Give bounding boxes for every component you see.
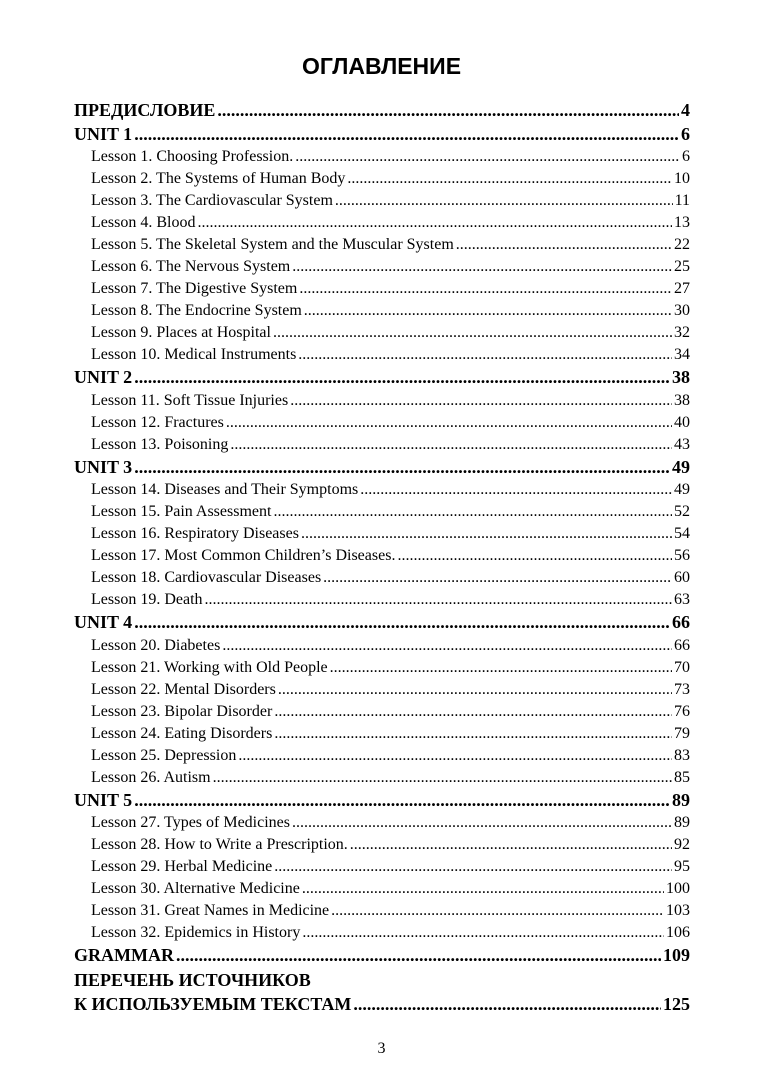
toc-page-number: 11 [674, 192, 690, 209]
toc-dot-leader [238, 745, 672, 767]
toc-dot-leader [134, 366, 670, 390]
toc-dot-leader [134, 789, 670, 813]
toc-page-number: 103 [666, 902, 690, 919]
toc-lesson-entry[interactable] [74, 812, 690, 834]
toc-page-number: 6 [682, 148, 690, 165]
toc-lesson-entry[interactable] [74, 322, 690, 344]
toc-page-number: 100 [666, 880, 690, 897]
toc-entry-label: UNIT 5 [74, 789, 133, 810]
toc-page-number: 43 [674, 435, 690, 453]
toc-dot-leader [134, 123, 679, 147]
toc-page-number: 85 [674, 768, 690, 786]
toc-entry-label: Lesson 3. The Cardiovascular System [91, 192, 333, 209]
toc-section-entry[interactable] [74, 968, 690, 992]
toc-lesson-entry[interactable] [74, 834, 690, 856]
toc-page-number: 40 [674, 413, 690, 431]
toc-entry-label: Lesson 28. How to Write a Prescription. [91, 836, 348, 853]
toc-lesson-entry[interactable] [74, 434, 690, 456]
toc-page-number: 95 [674, 858, 690, 875]
toc-section-entry[interactable] [74, 611, 690, 635]
toc-entry-label: Lesson 23. Bipolar Disorder [91, 702, 273, 720]
toc-page-number: 79 [674, 724, 690, 742]
toc-entry-label: Lesson 30. Alternative Medicine [91, 880, 300, 897]
toc-section-entry[interactable] [74, 992, 690, 1017]
toc-entry-label: Lesson 29. Herbal Medicine [91, 858, 273, 875]
toc-page-number: 38 [674, 391, 690, 409]
toc-lesson-entry[interactable] [74, 567, 690, 589]
toc-dot-leader [299, 278, 672, 300]
toc-page-number: 56 [674, 547, 690, 564]
toc-lesson-entry[interactable] [74, 635, 690, 657]
toc-entry-label: Lesson 11. Soft Tissue Injuries [91, 391, 289, 409]
toc-dot-leader [213, 767, 672, 789]
toc-section-entry[interactable] [74, 366, 690, 390]
toc-dot-leader [301, 523, 672, 545]
toc-entry-label: Lesson 31. Great Names in Medicine [91, 902, 330, 919]
toc-page-number: 73 [674, 680, 690, 698]
toc-dot-leader [222, 635, 672, 657]
toc-page-number: 4 [681, 100, 690, 120]
toc-entry-label: Lesson 14. Diseases and Their Symptoms [91, 481, 359, 498]
toc-dot-leader [304, 300, 672, 322]
toc-entry-label: Lesson 17. Most Common Children’s Diseases. [91, 547, 396, 564]
toc-entry-label: Lesson 32. Epidemics in History [91, 924, 301, 941]
toc-entry-label: Lesson 24. Eating Disorders [91, 724, 273, 742]
toc-dot-leader [295, 146, 680, 168]
toc-dot-leader [302, 878, 664, 900]
toc-page-number: 125 [663, 993, 690, 1014]
toc-lesson-entry[interactable] [74, 723, 690, 745]
toc-page-number: 54 [674, 525, 690, 542]
toc-section-entry[interactable] [74, 99, 690, 123]
toc-entry-label: UNIT 3 [74, 456, 133, 477]
toc-dot-leader [134, 611, 670, 635]
toc-dot-leader [278, 679, 672, 701]
toc-lesson-entry[interactable] [74, 679, 690, 701]
toc-lesson-entry[interactable] [74, 745, 690, 767]
toc-lesson-entry[interactable] [74, 479, 690, 501]
toc-dot-leader [456, 234, 672, 256]
toc-page-number: 89 [672, 789, 690, 810]
page-title: ОГЛАВЛЕНИЕ [301, 53, 462, 79]
toc-lesson-entry[interactable] [74, 390, 690, 412]
toc-entry-label: UNIT 2 [74, 367, 133, 387]
toc-dot-leader [353, 992, 661, 1017]
toc-entry-label: UNIT 4 [74, 612, 133, 632]
toc-page-number: 10 [674, 170, 690, 187]
toc-section-entry[interactable] [74, 944, 690, 968]
toc-page-number: 66 [674, 636, 690, 654]
toc-dot-leader [197, 212, 672, 234]
toc-entry-label: Lesson 16. Respiratory Diseases [91, 525, 299, 542]
toc-entry-label: Lesson 5. The Skeletal System and the Muscular System [91, 236, 454, 253]
toc-lesson-entry[interactable] [74, 212, 690, 234]
toc-dot-leader [292, 256, 672, 278]
toc-lesson-entry[interactable] [74, 701, 690, 723]
toc-page-number: 30 [674, 302, 690, 319]
toc-entry-label: К ИСПОЛЬЗУЕМЫМ ТЕКСТАМ [74, 993, 352, 1014]
toc-lesson-entry[interactable] [74, 146, 690, 168]
toc-lesson-entry[interactable] [74, 767, 690, 789]
toc-dot-leader [335, 190, 673, 212]
toc-dot-leader [217, 99, 679, 123]
toc-entry-label: Lesson 6. The Nervous System [91, 258, 291, 275]
toc-dot-leader [274, 856, 672, 878]
page-number: 3 [377, 1040, 386, 1057]
toc-dot-leader [298, 344, 672, 366]
toc-lesson-entry[interactable] [74, 300, 690, 322]
toc-lesson-entry[interactable] [74, 900, 690, 922]
toc-entry-label: ПЕРЕЧЕНЬ ИСТОЧНИКОВ [74, 969, 311, 990]
toc-dot-leader [273, 501, 672, 523]
toc-lesson-entry[interactable] [74, 501, 690, 523]
toc-entry-label: Lesson 15. Pain Assessment [91, 503, 272, 520]
toc-entry-label: Lesson 26. Autism [91, 768, 211, 786]
toc-dot-leader [331, 900, 664, 922]
toc-page-number: 27 [674, 280, 690, 297]
toc-page-number: 92 [674, 836, 690, 853]
toc-entry-label: Lesson 2. The Systems of Human Body [91, 170, 346, 187]
toc-dot-leader [274, 701, 672, 723]
toc-entry-label: Lesson 22. Mental Disorders [91, 680, 276, 698]
toc-dot-leader [323, 567, 672, 589]
toc-lesson-entry[interactable] [74, 878, 690, 900]
toc-dot-leader [273, 322, 672, 344]
toc-entry-label: Lesson 7. The Digestive System [91, 280, 298, 297]
toc-page-number: 49 [674, 481, 690, 498]
toc-page-number: 63 [674, 591, 690, 608]
toc-entry-label: GRAMMAR [74, 945, 174, 965]
toc-dot-leader [397, 545, 672, 567]
toc-page-number: 52 [674, 503, 690, 520]
toc-lesson-entry[interactable] [74, 412, 690, 434]
toc-page-number: 38 [672, 367, 690, 387]
toc-entry-label: Lesson 21. Working with Old People [91, 658, 328, 676]
toc-section-entry[interactable] [74, 123, 690, 147]
toc-lesson-entry[interactable] [74, 278, 690, 300]
toc-page-number: 22 [674, 236, 690, 253]
toc-entry-label: Lesson 12. Fractures [91, 413, 224, 431]
toc-dot-leader [290, 390, 672, 412]
toc-dot-leader [330, 657, 672, 679]
toc-lesson-entry[interactable] [74, 344, 690, 366]
toc-section-entry[interactable] [74, 456, 690, 480]
toc-lesson-entry[interactable] [74, 256, 690, 278]
toc-dot-leader [360, 479, 672, 501]
toc-lesson-entry[interactable] [74, 545, 690, 567]
toc-entry-label: Lesson 9. Places at Hospital [91, 324, 271, 341]
toc-lesson-entry[interactable] [74, 190, 690, 212]
toc-entry-label: ПРЕДИСЛОВИЕ [74, 100, 216, 120]
toc-entry-label: Lesson 18. Cardiovascular Diseases [91, 569, 322, 586]
toc-page-number: 70 [674, 658, 690, 676]
table-of-contents [74, 99, 690, 1017]
toc-dot-leader [347, 168, 672, 190]
toc-dot-leader [226, 412, 672, 434]
toc-lesson-entry[interactable] [74, 657, 690, 679]
toc-page-number: 83 [674, 746, 690, 764]
toc-page-number: 34 [674, 346, 690, 363]
toc-entry-label: Lesson 10. Medical Instruments [91, 346, 297, 363]
toc-dot-leader [205, 589, 672, 611]
toc-page-number: 32 [674, 324, 690, 341]
toc-dot-leader [230, 434, 672, 456]
toc-dot-leader [302, 922, 664, 944]
toc-dot-leader [292, 812, 672, 834]
toc-entry-label: Lesson 1. Choosing Profession. [91, 148, 294, 165]
toc-page-number: 13 [674, 214, 690, 231]
toc-entry-label: Lesson 4. Blood [91, 214, 196, 231]
toc-entry-label: Lesson 20. Diabetes [91, 636, 221, 654]
toc-page-number: 66 [672, 612, 690, 632]
toc-page-number: 25 [674, 258, 690, 275]
toc-entry-label: Lesson 13. Poisoning [91, 435, 229, 453]
toc-entry-label: Lesson 25. Depression [91, 746, 237, 764]
toc-page-number: 60 [674, 569, 690, 586]
toc-entry-label: Lesson 8. The Endocrine System [91, 302, 302, 319]
toc-page-number: 76 [674, 702, 690, 720]
toc-lesson-entry[interactable] [74, 922, 690, 944]
toc-lesson-entry[interactable] [74, 523, 690, 545]
toc-lesson-entry[interactable] [74, 168, 690, 190]
toc-lesson-entry[interactable] [74, 234, 690, 256]
toc-dot-leader [176, 944, 661, 968]
toc-entry-label: Lesson 27. Types of Medicines [91, 814, 290, 831]
toc-dot-leader [274, 723, 672, 745]
toc-page-number: 89 [674, 814, 690, 831]
toc-lesson-entry[interactable] [74, 856, 690, 878]
toc-entry-label: UNIT 1 [74, 123, 133, 144]
toc-page-number: 6 [681, 123, 690, 144]
toc-section-entry[interactable] [74, 789, 690, 813]
toc-page-number: 49 [672, 456, 690, 477]
toc-dot-leader [134, 456, 670, 480]
toc-dot-leader [350, 834, 672, 856]
toc-page-number: 106 [666, 924, 690, 941]
toc-page-number: 109 [663, 945, 690, 965]
toc-entry-label: Lesson 19. Death [91, 591, 203, 608]
toc-lesson-entry[interactable] [74, 589, 690, 611]
